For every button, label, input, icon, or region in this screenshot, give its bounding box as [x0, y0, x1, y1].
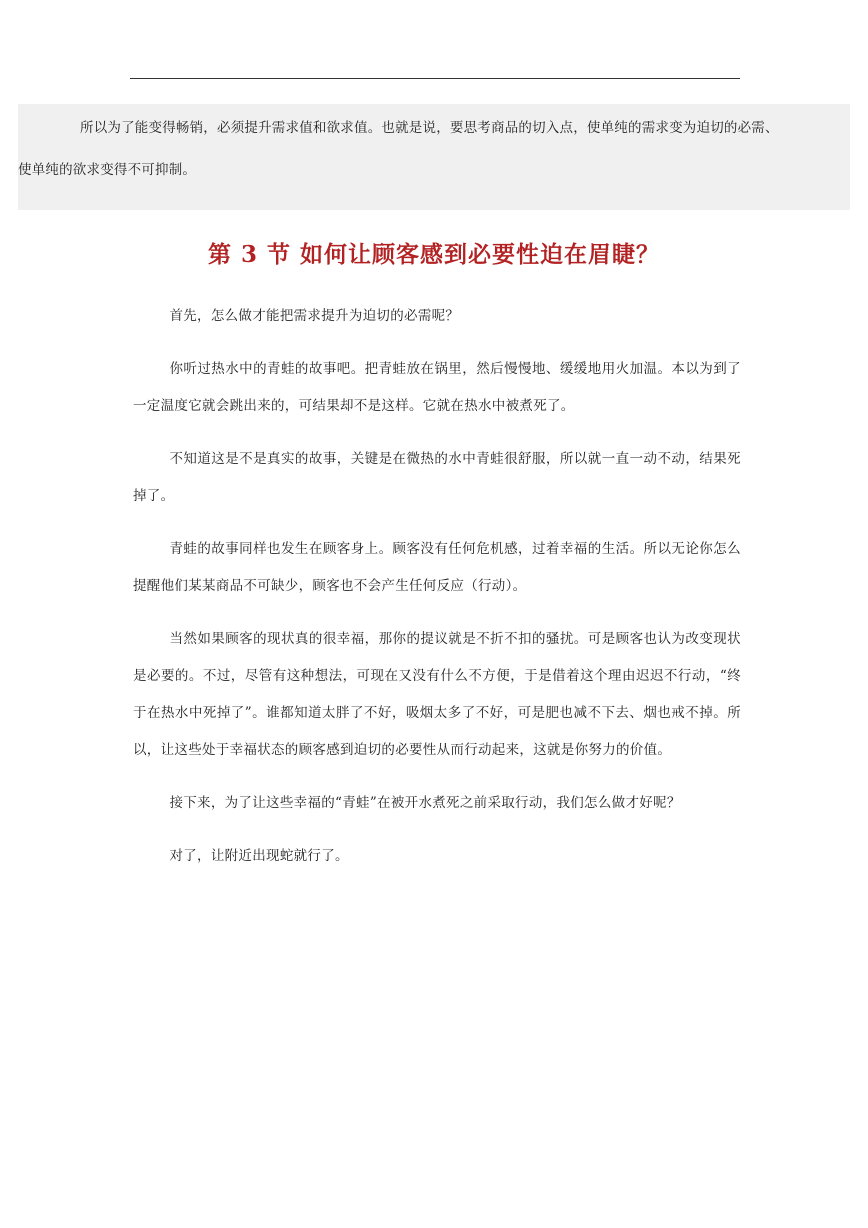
paragraph: 青蛙的故事同样也发生在顾客身上。顾客没有任何危机感，过着幸福的生活。所以无论你怎么提醒他们某某商品不可缺少，顾客也不会产生任何反应（行动）。 — [133, 541, 741, 594]
paragraph: 对了，让附近出现蛇就行了。 — [169, 848, 349, 864]
paragraph: 首先，怎么做才能把需求提升为迫切的必需呢？ — [169, 308, 460, 324]
section-body — [133, 298, 741, 891]
header-rule — [130, 78, 740, 79]
intro-line-2: 使单纯的欲求变得不可抑制。 — [18, 162, 197, 178]
intro-line-1: 所以为了能变得畅销，必须提升需求值和欲求值。也就是说，要思考商品的切入点，使单纯的需求变为迫切的必需、 — [80, 120, 779, 136]
highlighted-paragraph — [18, 104, 850, 210]
paragraph: 你听过热水中的青蛙的故事吧。把青蛙放在锅里，然后慢慢地、缓缓地用火加温。本以为到了一定温度它就会跳出来的，可结果却不是这样。它就在热水中被煮死了。 — [133, 361, 741, 414]
paragraph: 接下来，为了让这些幸福的“青蛙”在被开水煮死之前采取行动，我们怎么做才好呢？ — [169, 795, 681, 811]
paragraph: 不知道这是不是真实的故事，关键是在微热的水中青蛙很舒服，所以就一直一动不动，结果死掉了。 — [133, 451, 741, 504]
paragraph: 当然如果顾客的现状真的很幸福，那你的提议就是不折不扣的骚扰。可是顾客也认为改变现状是必要的。不过，尽管有这种想法，可现在又没有什么不方便，于是借着这个理由迟迟不行动，“终于在热水中死掉了”。谁都知道太胖了不好，吸烟太多了不好，可是肥也减不下去、烟也戒不掉。所以，让这些处于幸福状态的顾客感到迫切的必要性从而行动起来，这就是你努力的价值。 — [133, 631, 741, 758]
section-title: 第 3 节 如何让顾客感到必要性迫在眉睫？ — [207, 241, 661, 268]
